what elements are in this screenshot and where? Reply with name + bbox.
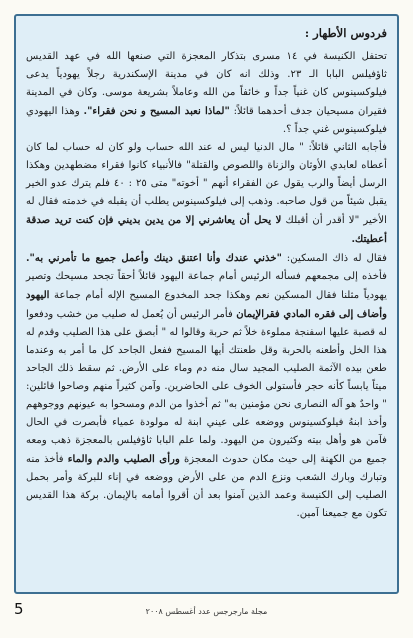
paragraph-3-end: فأمر الرئيس أن يُعمل له صليب من خشب ودفعوا له قصبة عليها اسفنجة مملوءة خلاً ثم حربة وقالوا له " أبصق على هذا الصليب وقدم له هذا الخل وأطعنه بالحربة وقل طعنتك أيها المسيح ففعل الجاحد كل ما أمر به وعندما طعن بيده الآثمة الصليب المجيد سال منه دم وماء على الأرض. ثم سقط ذلك الجاحد ميتاً يابساً كأنه حجر فأستولى الخوف على الحاضرين. وآمن كثيراً منهم وصاحوا قائلين: " واحدٌ هو آله النصارى نحن مؤمنين به" ثم أخذوا من الدم ومسحوا به عيونهم ووجوههم وأخذ ابنهُ فيلوكسينوس ووضعه على عيني ابنة له مولودة عمياء فأبصرت في الحال فآمن هو وأهل بيته وكثيرون من اليهود. ولما علم البابا ثاؤفيلس بالمعجزة ذهب ومعه جميع من الكهنة إلى حيث مكان حدوث المعجزة [26,309,387,465]
paragraph-3-bold-quote: "خذني عندك وأنا اعتنق دينك وأعمل جميع ما تأمرني به". [26,252,282,264]
paragraph-1-text: تحتفل الكنيسة في ١٤ مسرى بتذكار المعجزة التي صنعها الله في عهد القديس ثاؤفيلس البابا الـ ٢٣. وذلك انه كان في مدينة الإسكندرية رجلاً يهودياً يدعى فيلوكسينوس كان غنياً جداً و خائفاً من الله وعاملاً بشريعة موسى. وكان في المدينة فقيران مسيحيان جدف أحدهما قائلاً: [26,51,388,117]
page-number: 5 [14,600,24,618]
paragraph-2-bold-quote: لا يحل أن يعاشرني إلا من يدين بديني فإن كنت تريد صدقة أعطيتك. [26,214,387,245]
footer-caption: مجلة مارجرجس عدد أغسطس ٢٠٠٨ [145,607,268,616]
article-body [26,24,387,523]
paragraph-2 [26,139,387,249]
article-title: فردوس الأطهار : [304,26,387,40]
paragraph-1-bold-quote: "لماذا نعبد المسيح و نحن فقراء". [83,105,230,117]
paragraph-2-text: فأجابه الثاني قائلاً: " مال الدنيا ليس له عند الله حساب ولو كان له حساب لما كان أعطاه لعابدي الأوثان والزناة واللصوص والقتلة" فالأنبياء كانوا فقراء مضطهدين وهكذا الرسل أيضاً والرب يقول عن الفقراء أنهم " أخوته" متى ٢٥ : ٤٠ فلم يترك عدو الخير يقبل شيئاً من قول صاحبه. وذهب إلى فيلوكسينوس يطلب أن يقبله في خدمته فقال له الأخير "لا أقدر أن أقبلك [26,142,387,226]
paragraph-3-bold-faith: اليهود وأضاف إلى فقره المادي فقرالإيمان [26,289,387,320]
paragraph-3-text: فقال له ذاك المسكين: [281,253,387,264]
paragraph-3-mid: فأخذه إلى مجمعهم فسأله الرئيس أمام جماعة اليهود قائلاً أحقاً تجحد مسيحك وتصير يهودياً مثلنا فقال المسكين نعم وهكذا جحد المخدوع المسيح الإله أمام جماعة [26,271,387,301]
paragraph-3-bold-cross: ورأى الصليب والدم والماء [67,453,180,465]
paragraph-1-end: وهذا اليهودي فيلوكسينوس غني جداً ؟. [26,106,387,135]
paragraph-3 [26,249,387,523]
paragraph-3-tail: فأخذ منه وتبارك وبارك الشعب ونزع الدم من على الأرض ووضعه في إناء للبركة وأمر بحمل الصليب إلى الكنيسة وعمد الذين آمنوا بعد أن أقروا أمامه بالإيمان. بركة هذا القديس تكون مع جميعنا آمين. [26,454,387,519]
article-frame [14,14,399,594]
paragraph-1 [26,48,387,139]
